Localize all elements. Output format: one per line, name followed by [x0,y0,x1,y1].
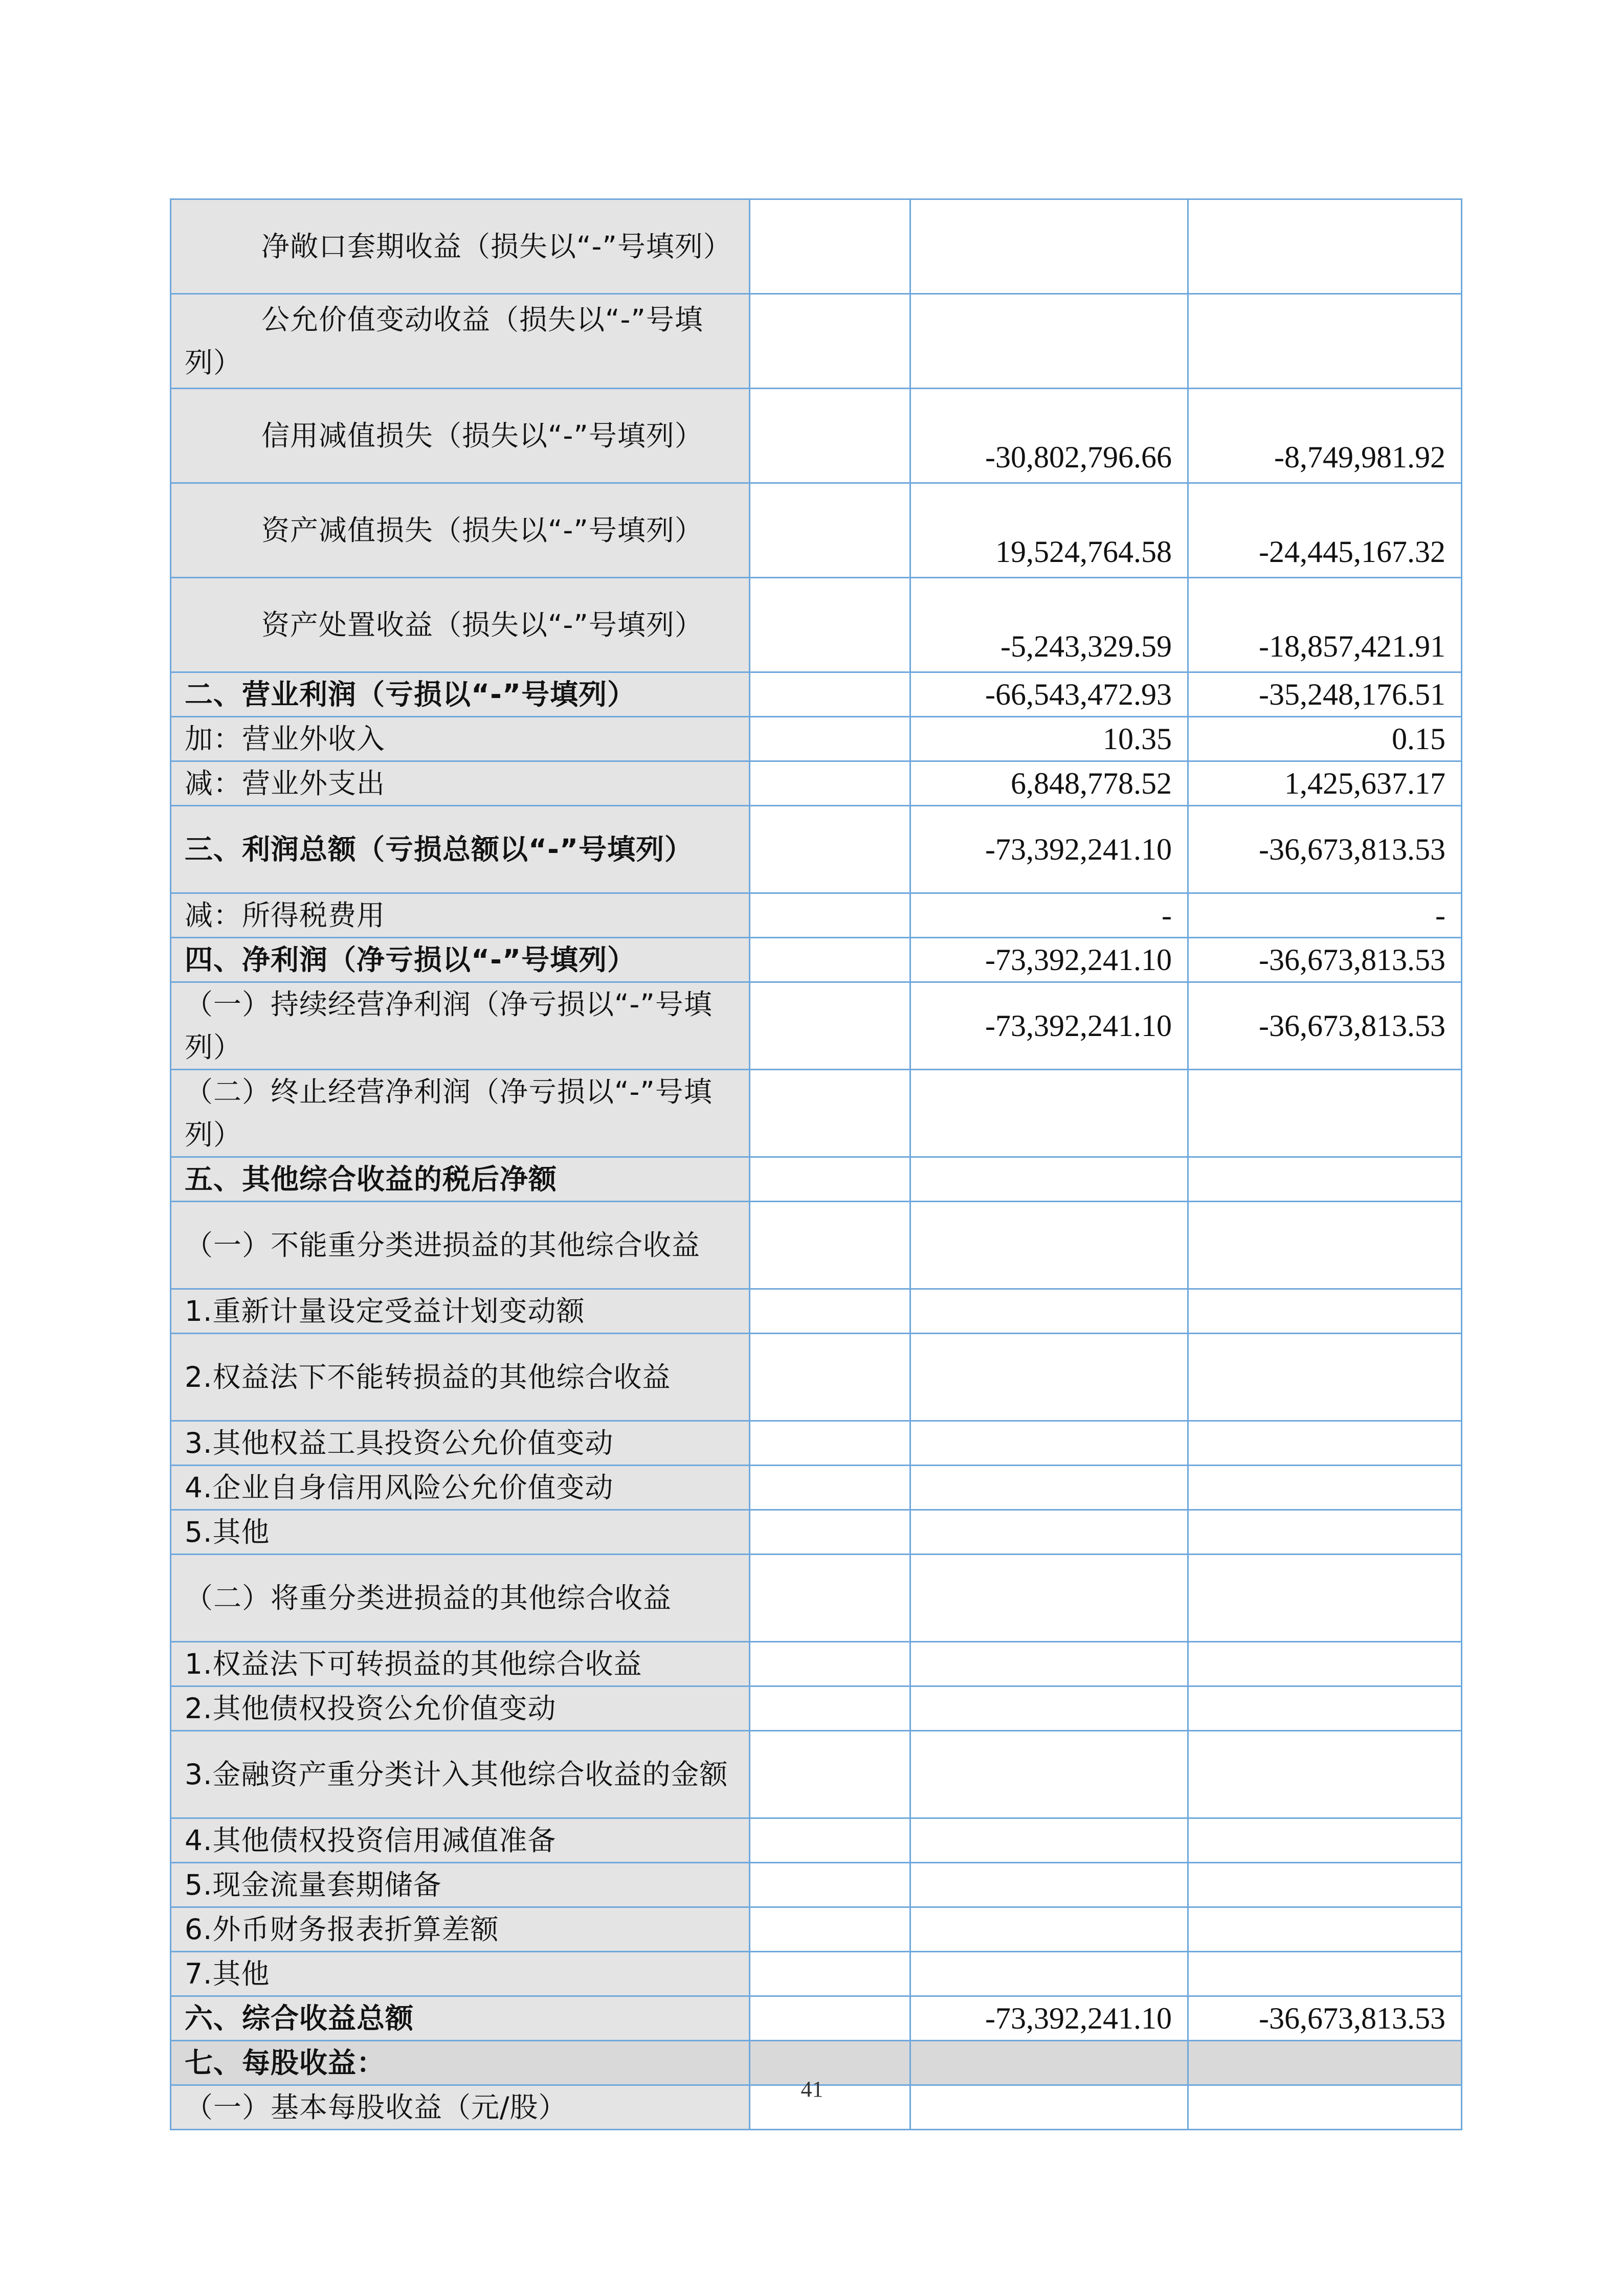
previous-period-value: - [1188,893,1462,938]
row-label: 二、营业利润（亏损以“-”号填列） [171,672,750,717]
previous-period-value [1188,1686,1462,1731]
row-label: 3.金融资产重分类计入其他综合收益的金额 [171,1731,750,1818]
current-period-value [910,1952,1188,1996]
row-label: 2.其他债权投资公允价值变动 [171,1686,750,1731]
current-period-value [910,1642,1188,1686]
current-period-value [910,1686,1188,1731]
table-row [171,672,1462,717]
current-period-value [910,1555,1188,1642]
table-row [171,1421,1462,1466]
table-row [171,578,1462,672]
current-period-value [910,1070,1188,1157]
note-cell [750,761,910,806]
previous-period-value [1188,1510,1462,1555]
note-cell [750,1731,910,1818]
previous-period-value [1188,1157,1462,1202]
table-row [171,1996,1462,2041]
row-label: 资产处置收益（损失以“-”号填列） [171,578,750,672]
note-cell [750,1818,910,1863]
note-cell [750,938,910,982]
previous-period-value: -8,749,981.92 [1188,389,1462,483]
row-label: 资产减值损失（损失以“-”号填列） [171,483,750,578]
previous-period-value: 1,425,637.17 [1188,761,1462,806]
row-label: 2.权益法下不能转损益的其他综合收益 [171,1334,750,1421]
table-body [171,199,1462,2130]
row-label: 4.其他债权投资信用减值准备 [171,1818,750,1863]
row-label: （二）终止经营净利润（净亏损以“-”号填列） [171,1070,750,1157]
previous-period-value [1188,1070,1462,1157]
previous-period-value: -18,857,421.91 [1188,578,1462,672]
row-label: 减：所得税费用 [171,893,750,938]
row-label: （二）将重分类进损益的其他综合收益 [171,1555,750,1642]
row-label: 1.重新计量设定受益计划变动额 [171,1289,750,1334]
note-cell [750,806,910,893]
previous-period-value: -24,445,167.32 [1188,483,1462,578]
table-row [171,1334,1462,1421]
table-row [171,1907,1462,1952]
previous-period-value [1188,1731,1462,1818]
row-label: 三、利润总额（亏损总额以“-”号填列） [171,806,750,893]
previous-period-value [1188,1907,1462,1952]
row-label: 5.现金流量套期储备 [171,1863,750,1907]
previous-period-value: -35,248,176.51 [1188,672,1462,717]
note-cell [750,982,910,1070]
previous-period-value: 0.15 [1188,717,1462,761]
current-period-value [910,1289,1188,1334]
current-period-value: 10.35 [910,717,1188,761]
table-row [171,1555,1462,1642]
note-cell [750,389,910,483]
row-label: 减：营业外支出 [171,761,750,806]
note-cell [750,672,910,717]
note-cell [750,1157,910,1202]
note-cell [750,1334,910,1421]
row-label: 六、综合收益总额 [171,1996,750,2041]
note-cell [750,1996,910,2041]
row-label: 3.其他权益工具投资公允价值变动 [171,1421,750,1466]
current-period-value: 6,848,778.52 [910,761,1188,806]
note-cell [750,1686,910,1731]
current-period-value: -73,392,241.10 [910,938,1188,982]
note-cell [750,717,910,761]
current-period-value [910,1334,1188,1421]
previous-period-value [1188,199,1462,294]
current-period-value [910,1466,1188,1510]
previous-period-value: -36,673,813.53 [1188,938,1462,982]
note-cell [750,199,910,294]
current-period-value: -73,392,241.10 [910,982,1188,1070]
previous-period-value [1188,1863,1462,1907]
table-row [171,806,1462,893]
note-cell [750,1907,910,1952]
current-period-value: - [910,893,1188,938]
current-period-value: 19,524,764.58 [910,483,1188,578]
table-row [171,389,1462,483]
note-cell [750,1555,910,1642]
table-row [171,982,1462,1070]
table-row [171,1642,1462,1686]
income-statement-table [170,198,1462,2130]
table-row [171,1686,1462,1731]
current-period-value [910,1863,1188,1907]
table-row [171,761,1462,806]
table-row [171,938,1462,982]
note-cell [750,483,910,578]
previous-period-value: -36,673,813.53 [1188,1996,1462,2041]
row-label: 7.其他 [171,1952,750,1996]
table-row [171,1289,1462,1334]
current-period-value: -66,543,472.93 [910,672,1188,717]
note-cell [750,1863,910,1907]
row-label: （一）持续经营净利润（净亏损以“-”号填列） [171,982,750,1070]
row-label: 加：营业外收入 [171,717,750,761]
previous-period-value [1188,1421,1462,1466]
table-row [171,1070,1462,1157]
table-row [171,1731,1462,1818]
current-period-value [910,1421,1188,1466]
previous-period-value [1188,1642,1462,1686]
previous-period-value [1188,1334,1462,1421]
note-cell [750,578,910,672]
table-row [171,483,1462,578]
previous-period-value [1188,1952,1462,1996]
row-label: 四、净利润（净亏损以“-”号填列） [171,938,750,982]
table-row [171,1466,1462,1510]
note-cell [750,1070,910,1157]
row-label: （一）不能重分类进损益的其他综合收益 [171,1202,750,1289]
previous-period-value: -36,673,813.53 [1188,982,1462,1070]
row-label: 6.外币财务报表折算差额 [171,1907,750,1952]
row-label: 信用减值损失（损失以“-”号填列） [171,389,750,483]
previous-period-value [1188,1555,1462,1642]
current-period-value [910,1202,1188,1289]
current-period-value [910,1157,1188,1202]
note-cell [750,1510,910,1555]
current-period-value [910,1907,1188,1952]
income-statement-sheet [170,198,1461,2130]
row-label: 公允价值变动收益（损失以“-”号填列） [171,294,750,389]
current-period-value [910,1510,1188,1555]
note-cell [750,1642,910,1686]
row-label: 七、每股收益： [171,2041,750,2085]
table-row [171,1510,1462,1555]
previous-period-value [1188,1466,1462,1510]
current-period-value: -73,392,241.10 [910,806,1188,893]
current-period-value: -30,802,796.66 [910,389,1188,483]
note-cell [750,294,910,389]
row-label: （一）基本每股收益（元/股） [171,2085,750,2130]
current-period-value [910,294,1188,389]
table-row [171,294,1462,389]
note-cell [750,1466,910,1510]
current-period-value [910,1731,1188,1818]
current-period-value: -73,392,241.10 [910,1996,1188,2041]
row-label: 4.企业自身信用风险公允价值变动 [171,1466,750,1510]
previous-period-value [1188,1818,1462,1863]
note-cell [750,1202,910,1289]
previous-period-value [1188,1202,1462,1289]
page-number: 41 [800,2077,824,2102]
table-row [171,1157,1462,1202]
row-label: 净敞口套期收益（损失以“-”号填列） [171,199,750,294]
note-cell [750,1421,910,1466]
previous-period-value [1188,1289,1462,1334]
previous-period-value [1188,294,1462,389]
table-row [171,1863,1462,1907]
table-row [171,717,1462,761]
current-period-value [910,1818,1188,1863]
row-label: 五、其他综合收益的税后净额 [171,1157,750,1202]
row-label: 1.权益法下可转损益的其他综合收益 [171,1642,750,1686]
table-row [171,1818,1462,1863]
table-row [171,893,1462,938]
previous-period-value: -36,673,813.53 [1188,806,1462,893]
note-cell [750,1289,910,1334]
table-row [171,1952,1462,1996]
current-period-value: -5,243,329.59 [910,578,1188,672]
current-period-value [910,199,1188,294]
note-cell [750,893,910,938]
table-row [171,199,1462,294]
row-label: 5.其他 [171,1510,750,1555]
note-cell [750,1952,910,1996]
table-row [171,1202,1462,1289]
